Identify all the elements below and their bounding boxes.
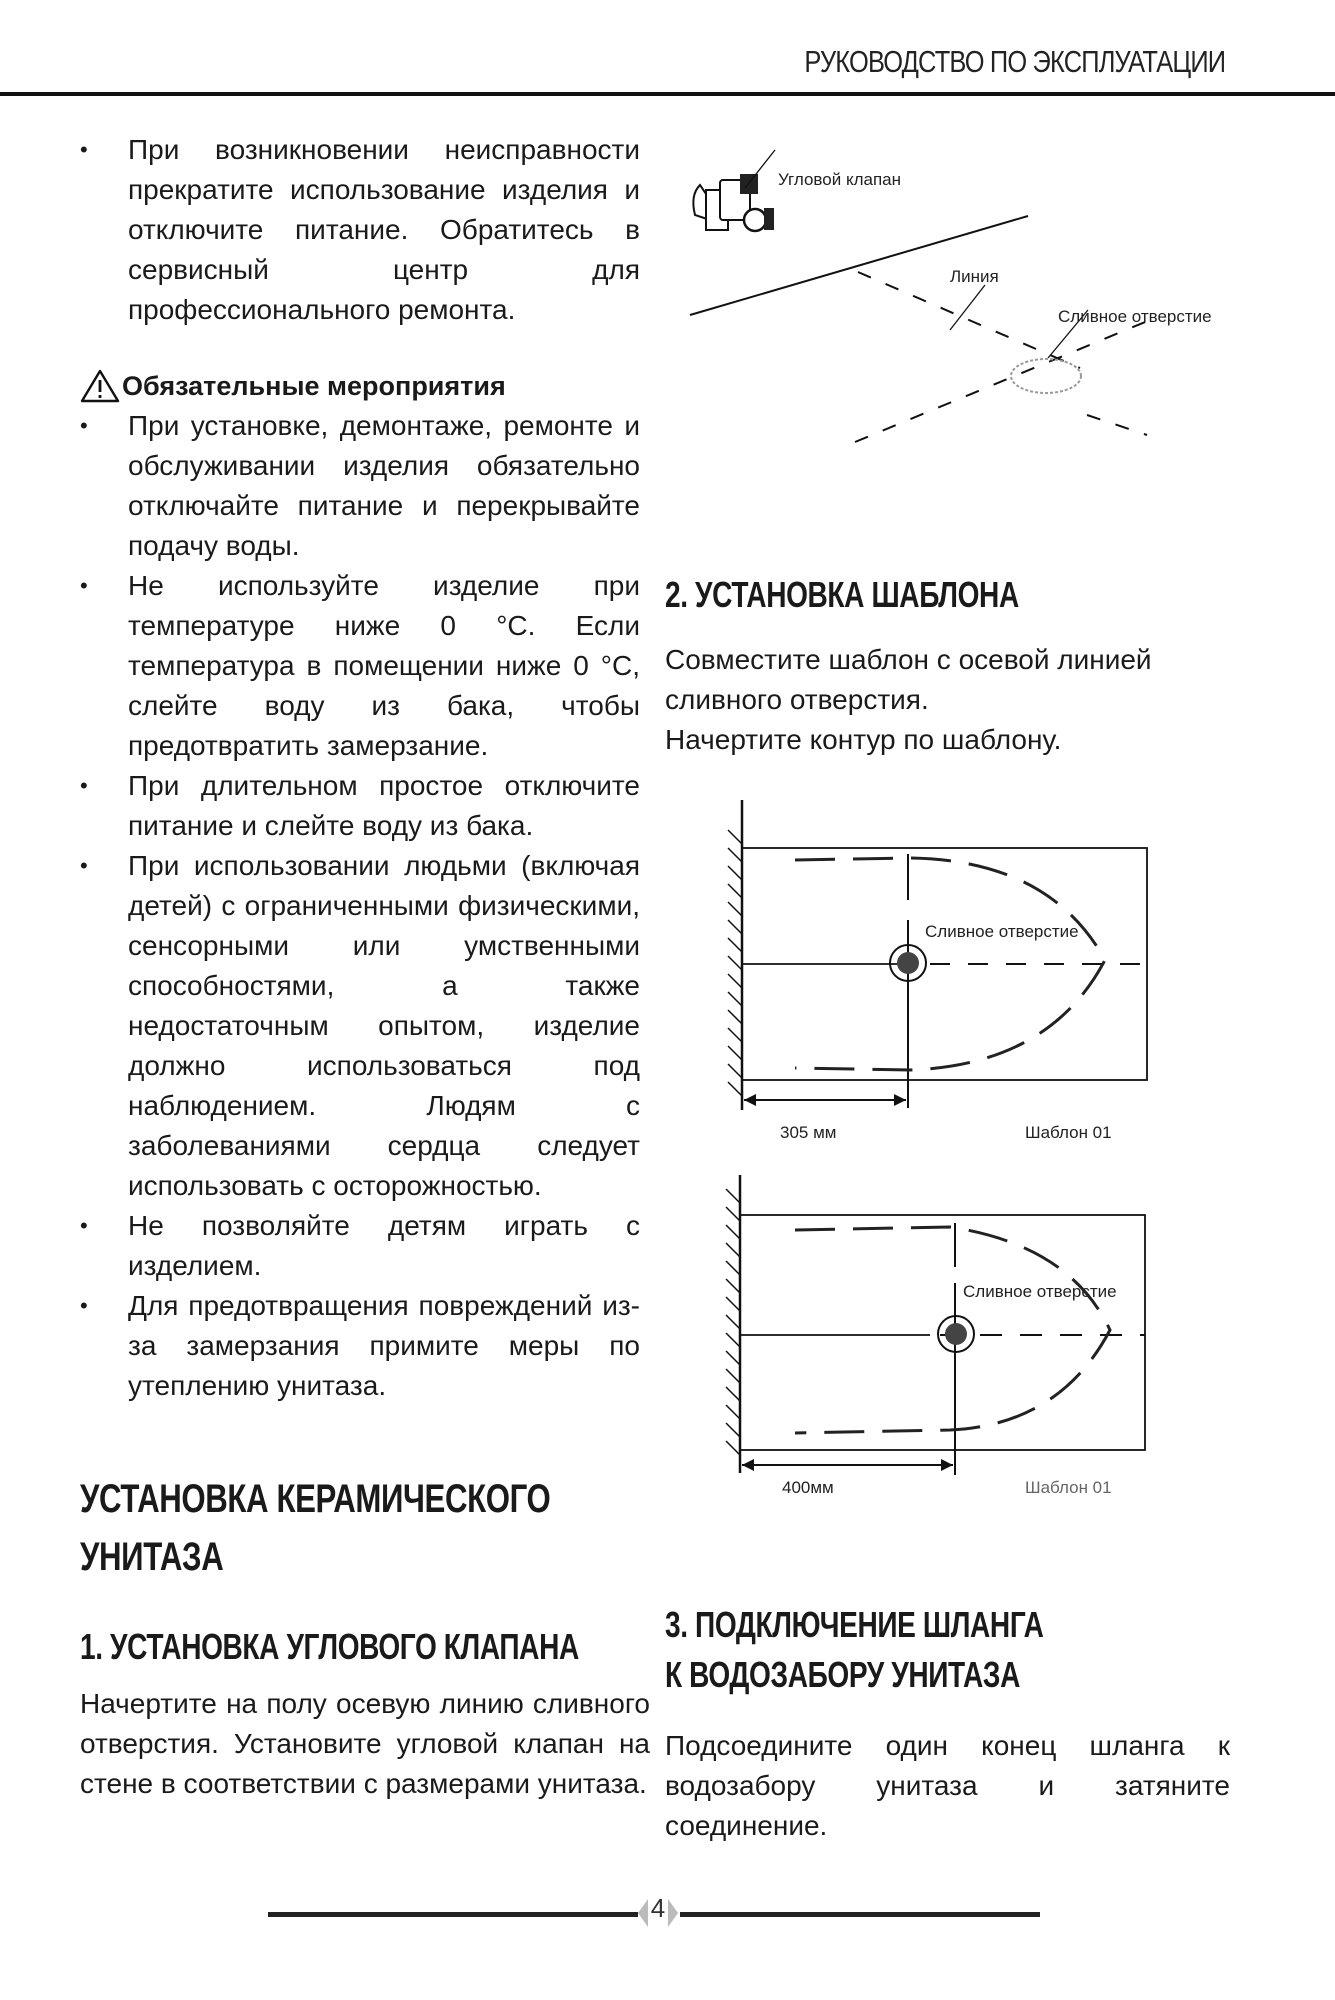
section-title-line2: УНИТАЗА [80, 1535, 224, 1579]
angle-valve-icon [693, 174, 774, 231]
list-item: • При длительном простое отключите питание и слейте воду из бака. [80, 766, 640, 846]
template-400-diagram [720, 1175, 1160, 1505]
running-header: РУКОВОДСТВО ПО ЭКСПЛУАТАЦИИ [804, 44, 1225, 79]
list-item: • Не используйте изделие при температуре ниже 0 °C. Если температура в помещении ниже 0 °C, слейте воду из бака, чтобы предотвратить замерзание. [80, 566, 640, 766]
section-title-line1: УСТАНОВКА КЕРАМИЧЕСКОГО [80, 1477, 551, 1521]
template1-name: Шаблон 01 [1025, 1123, 1112, 1142]
step3-text: Подсоедините один конец шланга к водозабору унитаза и затяните соединение. [665, 1730, 1230, 1841]
template-305-diagram [720, 800, 1160, 1150]
list-item: • При установке, демонтаже, ремонте и обслуживании изделия обязательно отключайте питание и перекрывайте подачу воды. [80, 406, 640, 566]
left-column [80, 130, 640, 1406]
wall-hatch [728, 800, 742, 1110]
header-rule [0, 92, 1335, 96]
mandatory-heading [80, 366, 640, 406]
step2-text-line1: Совместите шаблон с осевой линией сливного отверстия. [665, 644, 1152, 715]
install-section [80, 1470, 650, 1804]
page-number: 4 [638, 1893, 678, 1924]
label-line: Линия [950, 267, 999, 286]
template2-drain-label: Сливное отверстие [963, 1282, 1117, 1301]
template1-dimension: 305 мм [780, 1123, 837, 1142]
step2-title: 2. УСТАНОВКА ШАБЛОНА [665, 574, 1019, 615]
step2-section [665, 570, 1230, 760]
step3-section [665, 1600, 1230, 1846]
mandatory-title: Обязательные мероприятия [122, 371, 506, 401]
wall-hatch [726, 1175, 740, 1473]
template2-name: Шаблон 01 [1025, 1478, 1112, 1497]
drain-hole-icon [1011, 359, 1081, 393]
step3-title-line1: 3. ПОДКЛЮЧЕНИЕ ШЛАНГА [665, 1604, 1044, 1645]
step2-text-line2: Начертите контур по шаблону. [665, 724, 1062, 755]
list-item: • Не позволяйте детям играть с изделием. [80, 1206, 640, 1286]
label-angle-valve: Угловой клапан [778, 170, 901, 189]
angle-valve-diagram [660, 140, 1240, 460]
label-drain: Сливное отверстие [1058, 307, 1212, 326]
footer-rule-left [268, 1912, 638, 1917]
step1-title: 1. УСТАНОВКА УГЛОВОГО КЛАПАНА [80, 1626, 579, 1667]
template1-drain-label: Сливное отверстие [925, 922, 1079, 941]
list-item: • При возникновении неисправности прекратите использование изделия и отключите питание. Обратитесь в сервисный центр для профессионального ремонта. [80, 130, 640, 330]
intro-bullet-list [80, 130, 640, 330]
step1-text: Начертите на полу осевую линию сливного отверстия. Установите угловой клапан на стене в соответствии с размерами унитаза. [80, 1688, 650, 1799]
list-item: • При использовании людьми (включая детей) с ограниченными физическими, сенсорными или умственными способностями, а также недостаточным опытом, изделие должно использоваться под наблюдением. Людям с заболеваниями сердца следует использовать с осторожностью. [80, 846, 640, 1206]
step3-title-line2: К ВОДОЗАБОРУ УНИТАЗА [665, 1654, 1021, 1695]
warning-icon [80, 368, 120, 404]
mandatory-bullet-list [80, 406, 640, 1406]
footer-rule-right [680, 1912, 1040, 1917]
list-item: • Для предотвращения повреждений из-за замерзания примите меры по утеплению унитаза. [80, 1286, 640, 1406]
template2-dimension: 400мм [782, 1478, 834, 1497]
